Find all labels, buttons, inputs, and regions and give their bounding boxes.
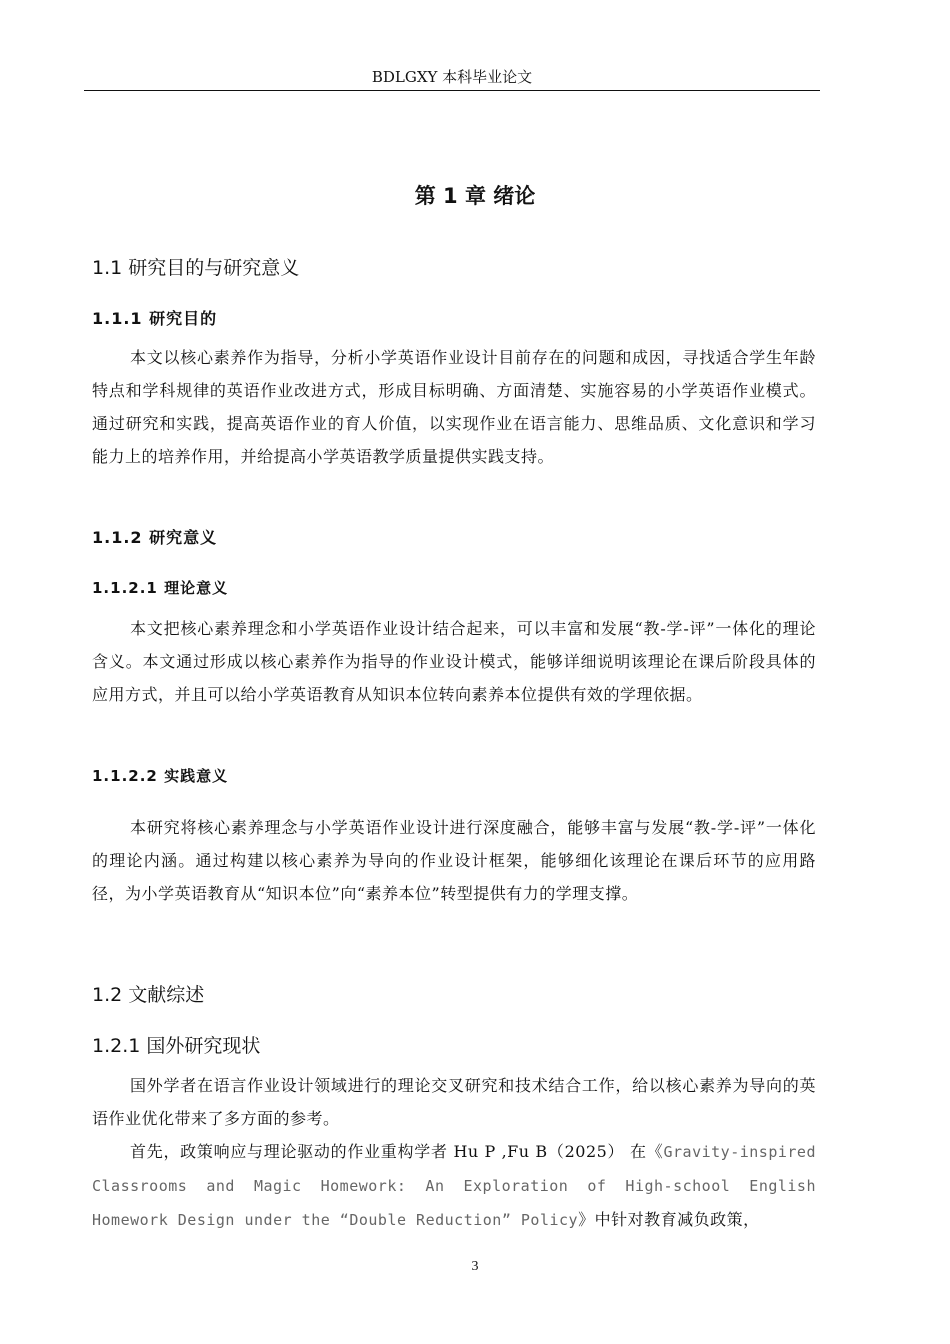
section-heading-1-2-1: 1.2.1 国外研究现状 [92, 1035, 261, 1057]
section-heading-1-1-1: 1.1.1 研究目的 [92, 309, 218, 328]
section-heading-1-1-2-2: 1.1.2.2 实践意义 [92, 767, 229, 785]
paragraph-practical-significance: 本研究将核心素养理念与小学英语作业设计进行深度融合，能够丰富与发展“教-学-评”一体化的理论内涵。通过构建以核心素养为导向的作业设计框架，能够细化该理论在课后环节的应用路径，为小学英语教育从“知识本位”向“素养本位”转型提供有力的学理支撑。 [92, 818, 816, 903]
header-rule [84, 90, 820, 91]
paragraph-foreign-research-intro: 国外学者在语言作业设计领域进行的理论交叉研究和技术结合工作，给以核心素养为导向的英语作业优化带来了多方面的参考。 [92, 1076, 816, 1128]
section-heading-1-1: 1.1 研究目的与研究意义 [92, 257, 300, 279]
paragraph-theoretical-significance: 本文把核心素养理念和小学英语作业设计结合起来，可以丰富和发展“教-学-评”一体化的理论含义。本文通过形成以核心素养作为指导的作业设计模式，能够详细说明该理论在课后阶段具体的应用方式，并且可以给小学英语教育从知识本位转向素养本位提供有效的学理依据。 [92, 619, 816, 704]
paragraph-text-start: 首先，政策响应与理论驱动的作业重构学者 Hu P ,Fu B（2025） 在《 [130, 1142, 664, 1161]
page-number: 3 [471, 1259, 479, 1274]
cited-title: Gravity-inspired Classrooms and Magic Homework: An Exploration of High-school English Homework Design under the “Double Reduction” Policy [92, 1143, 816, 1229]
section-heading-1-1-2-1: 1.1.2.1 理论意义 [92, 579, 229, 597]
paragraph-research-purpose: 本文以核心素养作为指导，分析小学英语作业设计目前存在的问题和成因，寻找适合学生年龄特点和学科规律的英语作业改进方式，形成目标明确、方面清楚、实施容易的小学英语作业模式。通过研究和实践，提高英语作业的育人价值，以实现作业在语言能力、思维品质、文化意识和学习能力上的培养作用，并给提高小学英语教学质量提供实践支持。 [92, 348, 816, 466]
section-heading-1-2: 1.2 文献综述 [92, 984, 205, 1006]
section-heading-1-1-2: 1.1.2 研究意义 [92, 528, 218, 547]
chapter-title: 第 1 章 绪论 [414, 184, 536, 208]
paragraph-text-end: 》中针对教育减负政策， [578, 1210, 760, 1229]
paragraph-foreign-research-first [92, 1135, 816, 1237]
running-header: BDLGXY 本科毕业论文 [371, 68, 533, 86]
